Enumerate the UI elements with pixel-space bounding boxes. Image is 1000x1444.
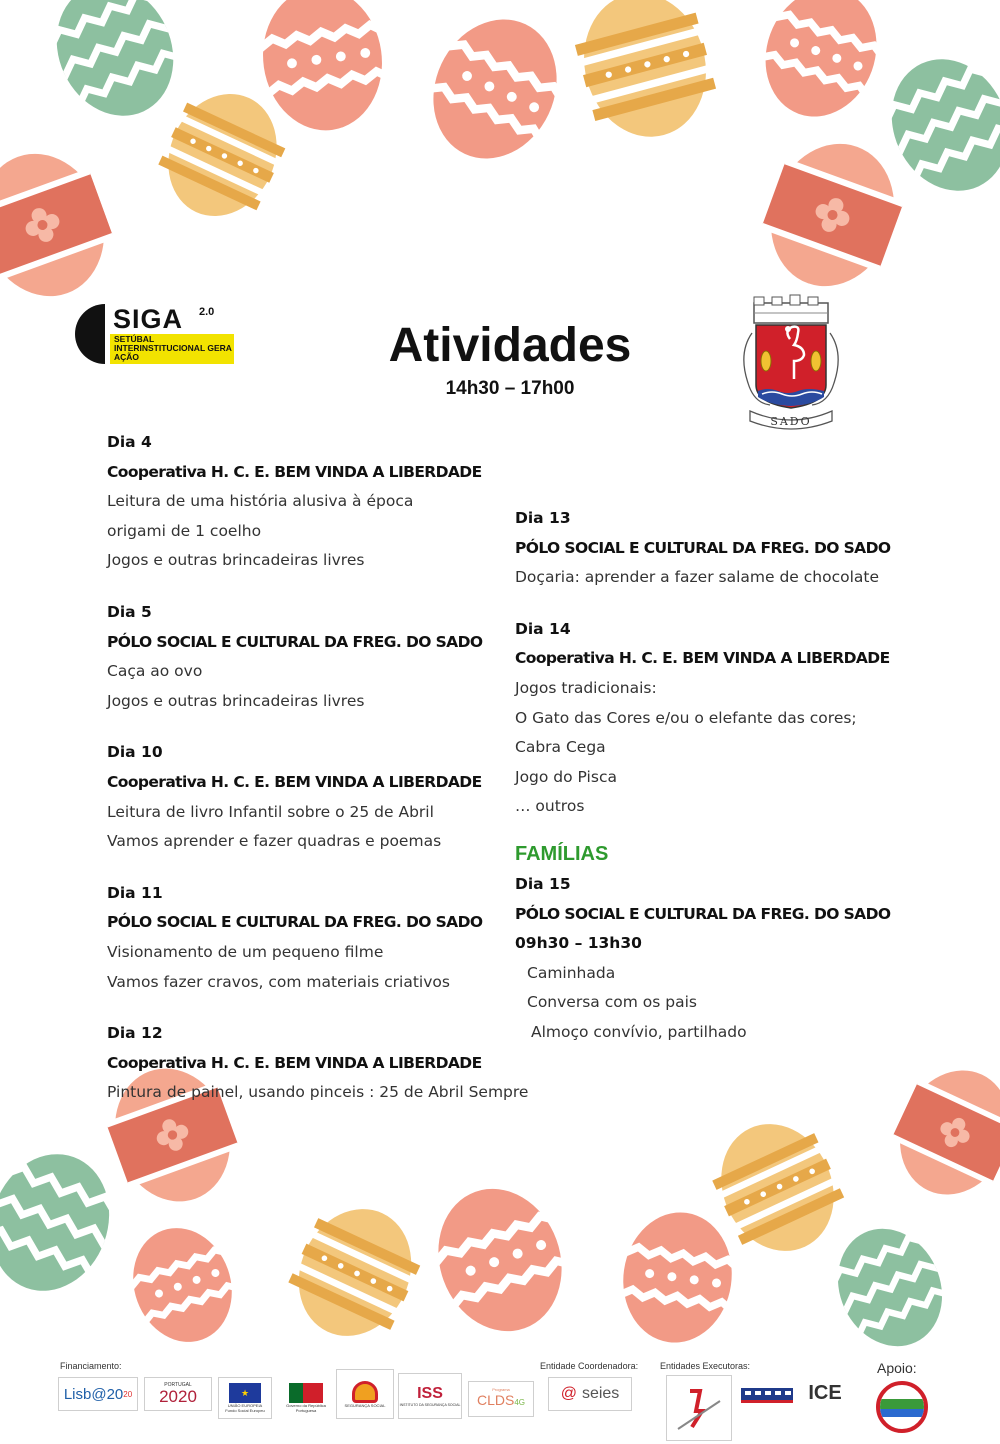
executing-label: Entidades Executoras: bbox=[660, 1361, 751, 1371]
building-icon bbox=[739, 1384, 795, 1406]
siga-logo-tagline: SETÚBAL INTERINSTITUCIONAL GERA AÇÃO bbox=[114, 334, 232, 362]
governo-text: Governo da República Portuguesa bbox=[286, 1403, 326, 1413]
activity-item: Jogo do Pisca bbox=[515, 767, 617, 786]
decorative-egg bbox=[0, 133, 127, 317]
eu-flag-icon: ★ bbox=[229, 1383, 261, 1403]
ice-logo bbox=[800, 1381, 850, 1405]
activity-item: Pintura de painel, usando pinceis : 25 de Abril Sempre bbox=[107, 1083, 529, 1102]
activity-item: origami de 1 coelho bbox=[107, 521, 262, 540]
organization-name: PÓLO SOCIAL E CULTURAL DA FREG. DO SADO bbox=[107, 632, 483, 651]
day-label: Dia 11 bbox=[107, 883, 163, 902]
eu-fse-logo bbox=[218, 1377, 272, 1419]
portugal-flag-icon bbox=[289, 1383, 323, 1403]
lisboa-logo-text: Lisb@20 bbox=[63, 1385, 124, 1403]
day-label: Dia 4 bbox=[107, 433, 152, 451]
day-block bbox=[107, 738, 528, 856]
cooperativa-icon bbox=[674, 1383, 724, 1433]
organization-name: PÓLO SOCIAL E CULTURAL DA FREG. DO SADO bbox=[515, 538, 891, 557]
families-time: 09h30 – 13h30 bbox=[515, 934, 642, 953]
governo-logo bbox=[280, 1377, 332, 1419]
organization-name: PÓLO SOCIAL E CULTURAL DA FREG. DO SADO bbox=[515, 904, 891, 923]
decorative-egg bbox=[409, 1166, 592, 1355]
seies-logo bbox=[548, 1377, 632, 1411]
lisboa-logo-sup: 20 bbox=[123, 1389, 133, 1399]
iss-logo bbox=[398, 1373, 462, 1419]
activity-item: Vamos fazer cravos, com materiais criativos bbox=[107, 972, 450, 991]
clds-gen-text: 4G bbox=[514, 1398, 526, 1407]
day-label: Dia 15 bbox=[515, 874, 571, 893]
clds-logo bbox=[468, 1381, 534, 1417]
activity-item: Jogos e outras brincadeiras livres bbox=[107, 691, 365, 710]
activity-item: Caminhada bbox=[527, 963, 616, 982]
left-schedule-column bbox=[107, 428, 528, 1130]
sponsor-footer bbox=[0, 1355, 1000, 1444]
crest-label: SADO bbox=[770, 415, 812, 428]
siga-logo-version: 2.0 bbox=[199, 306, 215, 318]
lisboa2020-logo bbox=[58, 1377, 138, 1411]
sado-crest bbox=[732, 293, 850, 433]
organization-name: PÓLO SOCIAL E CULTURAL DA FREG. DO SADO bbox=[107, 913, 483, 932]
clds-small-text: Programa bbox=[492, 1387, 510, 1392]
iss-text: ISS bbox=[417, 1385, 443, 1402]
seg-social-icon bbox=[352, 1381, 378, 1403]
activity-item: Leitura de livro Infantil sobre o 25 de Abril bbox=[107, 802, 434, 821]
siga-logo-name: SIGA bbox=[113, 304, 184, 334]
day-label: Dia 5 bbox=[107, 602, 152, 621]
seies-text: seies bbox=[581, 1385, 620, 1402]
activity-item: Almoço convívio, partilhado bbox=[531, 1022, 747, 1041]
cooperativa-logo bbox=[666, 1375, 732, 1441]
day-block bbox=[107, 598, 528, 716]
organization-name: Cooperativa H. C. E. BEM VINDA A LIBERDADE bbox=[107, 1053, 482, 1072]
executora-logo-2 bbox=[738, 1383, 796, 1407]
decorative-egg bbox=[563, 0, 727, 154]
organization-name: Cooperativa H. C. E. BEM VINDA A LIBERDADE bbox=[107, 772, 482, 791]
day-label: Dia 12 bbox=[107, 1024, 163, 1043]
activity-item: Conversa com os pais bbox=[527, 993, 697, 1012]
day-block bbox=[107, 1019, 528, 1108]
day-block bbox=[515, 615, 890, 822]
portugal2020-text: 2020 bbox=[159, 1387, 197, 1406]
support-label: Apoio: bbox=[877, 1360, 917, 1376]
activity-item: Vamos aprender e fazer quadras e poemas bbox=[107, 832, 442, 851]
eu-text: UNIÃO EUROPEIA bbox=[227, 1403, 263, 1408]
clds-text: CLDS bbox=[476, 1392, 515, 1408]
right-schedule-column bbox=[515, 504, 890, 1070]
day-block bbox=[107, 879, 528, 997]
activity-item: Doçaria: aprender a fazer salame de chocolate bbox=[515, 568, 880, 587]
organization-name: Cooperativa H. C. E. BEM VINDA A LIBERDADE bbox=[515, 649, 890, 668]
activity-item: Caça ao ovo bbox=[107, 662, 203, 681]
activity-item: Jogos e outras brincadeiras livres bbox=[107, 551, 365, 570]
day-label: Dia 14 bbox=[515, 619, 571, 638]
activity-item: O Gato das Cores e/ou o elefante das cores; bbox=[515, 708, 857, 727]
organization-name: Cooperativa H. C. E. BEM VINDA A LIBERDADE bbox=[107, 462, 482, 481]
seg-social-text: SEGURANÇA SOCIAL bbox=[344, 1402, 386, 1408]
activity-item: Leitura de uma história alusiva à época bbox=[107, 492, 414, 511]
seies-spiral-icon: @ bbox=[560, 1385, 577, 1402]
iss-sub-text: INSTITUTO DA SEGURANÇA SOCIAL bbox=[399, 1403, 461, 1407]
activity-item: Jogos tradicionais: bbox=[515, 678, 657, 697]
portugal2020-small-text: PORTUGAL bbox=[164, 1382, 192, 1388]
apoio-emblem bbox=[876, 1381, 928, 1433]
decorative-egg bbox=[400, 0, 589, 186]
time-range: 14h30 – 17h00 bbox=[445, 378, 575, 399]
day-label: Dia 13 bbox=[515, 509, 571, 527]
day-block bbox=[515, 504, 890, 593]
portugal2020-logo bbox=[144, 1377, 212, 1411]
day-block bbox=[107, 428, 528, 576]
ice-text: ICE bbox=[808, 1381, 842, 1404]
seguranca-social-logo bbox=[336, 1369, 394, 1419]
decorative-egg bbox=[875, 1044, 1000, 1222]
day-label: Dia 10 bbox=[107, 743, 163, 762]
activity-item: Visionamento de um pequeno filme bbox=[107, 942, 384, 961]
activity-item: Cabra Cega bbox=[515, 738, 606, 757]
decorative-egg bbox=[94, 1204, 271, 1366]
page-title: Atividades bbox=[388, 319, 632, 372]
families-heading: FAMÍLIAS bbox=[515, 842, 609, 865]
families-block bbox=[515, 838, 890, 1048]
eu-sub-text: Fundo Social Europeu bbox=[225, 1408, 265, 1413]
activity-item: … outros bbox=[515, 797, 585, 816]
financing-label: Financiamento: bbox=[60, 1361, 122, 1371]
coordinating-label: Entidade Coordenadora: bbox=[540, 1361, 639, 1371]
